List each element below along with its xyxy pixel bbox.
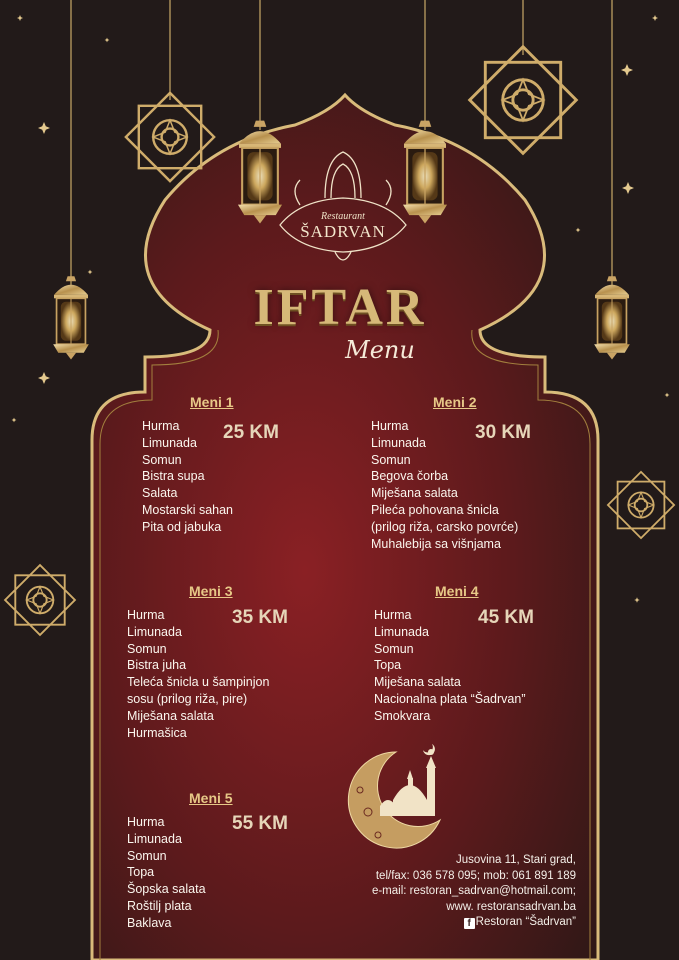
menu-5-price: 55 KM <box>232 813 288 834</box>
facebook-icon: f <box>464 918 475 929</box>
menu-2-items <box>371 418 518 552</box>
menu-item: Bistra supa <box>142 469 205 484</box>
menu-item: Somun <box>127 848 167 863</box>
menu-item: Bistra juha <box>127 658 187 673</box>
contact-email: e-mail: restoran_sadrvan@hotmail.com; <box>371 885 576 897</box>
menu-item: Roštilj plata <box>127 898 192 913</box>
menu-item: Limunada <box>142 435 197 450</box>
menu-item: Topa <box>374 658 402 673</box>
menu-item: sosu (prilog riža, pire) <box>127 691 248 706</box>
menu-item: Muhalebija sa višnjama <box>371 536 501 551</box>
menu-item: Mostarski sahan <box>142 502 234 517</box>
menu-4-price: 45 KM <box>478 607 534 628</box>
menu-4-title: Meni 4 <box>435 583 479 599</box>
menu-4-items <box>374 607 525 725</box>
menu-1-items <box>142 418 233 536</box>
page-title: IFTAR <box>253 279 427 336</box>
menu-item: Hurma <box>142 419 180 433</box>
menu-3-price: 35 KM <box>232 607 288 628</box>
menu-item: Hurmašica <box>127 725 187 740</box>
menu-3-title: Meni 3 <box>189 583 233 599</box>
menu-item: Somun <box>127 641 167 656</box>
menu-item: (prilog riža, carsko povrće) <box>371 519 519 534</box>
menu-2-title: Meni 2 <box>433 394 477 410</box>
page-subtitle: Menu <box>345 336 415 364</box>
menu-item: Miješana salata <box>374 675 461 690</box>
contact-phone: tel/fax: 036 578 095; mob: 061 891 189 <box>375 869 576 882</box>
menu-item: Somun <box>371 452 411 467</box>
menu-item: Hurma <box>374 608 412 622</box>
menu-item: Nacionalna plata “Šadrvan” <box>374 691 526 706</box>
menu-item: Salata <box>142 486 178 501</box>
menu-5-items <box>127 814 206 932</box>
menu-item: Begova čorba <box>371 469 449 484</box>
menu-item: Hurma <box>127 815 165 829</box>
menu-item: Limunada <box>127 624 182 639</box>
menu-5-title: Meni 5 <box>189 790 233 806</box>
menu-1-price: 25 KM <box>223 422 279 443</box>
menu-item: Smokvara <box>374 708 431 723</box>
contact-facebook <box>300 915 576 931</box>
menu-item: Hurma <box>371 419 409 433</box>
menu-item: Miješana salata <box>371 486 458 501</box>
menu-item: Limunada <box>371 435 426 450</box>
menu-item: Limunada <box>127 831 182 846</box>
menu-item: Hurma <box>127 608 165 622</box>
menu-item: Šopska salata <box>127 882 206 897</box>
contact-address: Jusovina 11, Stari grad, <box>456 854 576 866</box>
brand-name: ŠADRVAN <box>300 222 386 241</box>
menu-1-title: Meni 1 <box>190 394 234 410</box>
menu-item: Somun <box>142 452 182 467</box>
menu-item: Pileća pohovana šnicla <box>371 502 499 517</box>
menu-item: Limunada <box>374 624 429 639</box>
menu-item: Pita od jabuka <box>142 519 222 534</box>
menu-item: Somun <box>374 641 414 656</box>
facebook-page-name: Restoran “Šadrvan” <box>475 916 576 928</box>
brand-small-text: Restaurant <box>321 211 365 222</box>
menu-item: Miješana salata <box>127 708 214 723</box>
contact-block <box>300 853 576 931</box>
contact-website: www. restoransadrvan.ba <box>446 900 576 913</box>
menu-item: Teleća šnicla u šampinjon <box>127 675 270 690</box>
menu-3-items <box>127 607 269 741</box>
menu-item: Baklava <box>127 915 172 930</box>
menu-2-price: 30 KM <box>475 422 531 443</box>
menu-item: Topa <box>127 865 155 880</box>
